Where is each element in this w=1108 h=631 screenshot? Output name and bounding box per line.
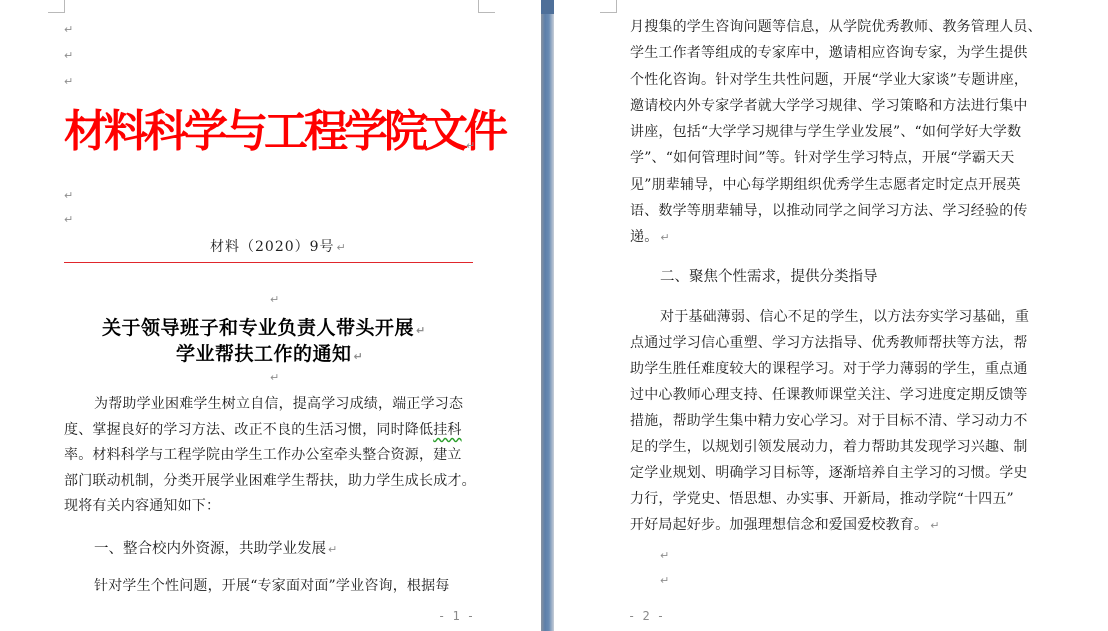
paragraph-mark bbox=[64, 214, 73, 226]
page-number: - 2 - bbox=[628, 609, 665, 623]
document-page-2[interactable] bbox=[554, 0, 1108, 631]
section-1-line: 学生工作者等组成的专家库中，邀请相应咨询专家，为学生提供 bbox=[630, 45, 1028, 61]
section-2-line: 点通过学习信心重塑、学习方法指导、优秀教师帮扶等方法，帮 bbox=[630, 335, 1028, 351]
intro-line: 部门联动机制，分类开展学业困难学生帮扶，助力学生成长成才。 bbox=[64, 473, 476, 489]
section-2-line: 开好局起好步。加强理想信念和爱国爱校教育。↵ bbox=[630, 516, 940, 534]
paragraph-mark bbox=[328, 543, 337, 556]
section-2-line: 定学业规划、明确学习目标等，逐渐培养自主学习的习惯。学史 bbox=[630, 465, 1028, 481]
section-1-line: 月搜集的学生咨询问题等信息，从学院优秀教师、教务管理人员、 bbox=[630, 19, 1042, 35]
section-2-line: 力行，学党史、悟思想、办实事、开新局，推动学院“十四五” bbox=[630, 491, 1014, 507]
section-2-line: 足的学生，以规划引领发展动力，着力帮助其发现学习兴趣、制 bbox=[630, 439, 1028, 455]
section-1-line: 语、数学等朋辈辅导，以推动同学之间学习方法、学习经验的传 bbox=[630, 203, 1028, 219]
paragraph-mark bbox=[64, 50, 73, 62]
paragraph-mark bbox=[660, 575, 669, 587]
intro-line: 度、掌握良好的学习方法、改正不良的生活习惯，同时降低挂科 bbox=[64, 422, 462, 438]
paragraph-mark bbox=[660, 550, 669, 562]
paragraph-mark bbox=[466, 140, 475, 152]
section-1-line: 个性化咨询。针对学生共性问题，开展“学业大家谈”专题讲座， bbox=[630, 72, 1029, 88]
section-2-heading: 二、聚焦个性需求，提供分类指导 bbox=[660, 269, 878, 285]
crop-mark-top-left bbox=[48, 0, 65, 13]
intro-line: 为帮助学业困难学生树立自信，提高学习成绩，端正学习态 bbox=[94, 396, 464, 412]
document-page-1[interactable] bbox=[0, 0, 541, 631]
spellcheck-flagged-word[interactable]: 挂科 bbox=[433, 422, 462, 438]
section-1-line: 针对学生个性问题，开展“专家面对面”学业咨询，根据每 bbox=[94, 578, 450, 594]
agency-red-title: 材料科学与工程学院文件 bbox=[64, 106, 504, 157]
paragraph-mark bbox=[337, 241, 347, 254]
paragraph-mark bbox=[270, 372, 279, 384]
crop-mark-top-right bbox=[478, 0, 495, 13]
red-separator-rule bbox=[64, 262, 473, 263]
notice-title-line-2: 学业帮扶工作的通知↵ bbox=[176, 339, 363, 366]
section-1-line: 学”、“如何管理时间”等。针对学生学习特点，开展“学霸天天 bbox=[630, 150, 1015, 166]
section-1-heading: 一、整合校内外资源，共助学业发展↵ bbox=[94, 540, 337, 558]
notice-title-line-1: 关于领导班子和专业负责人带头开展↵ bbox=[102, 313, 426, 340]
section-2-line: 措施，帮助学生集中精力安心学习。对于目标不清、学习动力不 bbox=[630, 413, 1028, 429]
intro-line: 率。材料科学与工程学院由学生工作办公室牵头整合资源，建立 bbox=[64, 447, 462, 463]
section-1-line: 邀请校内外专家学者就大学学习规律、学习策略和方法进行集中 bbox=[630, 98, 1028, 114]
paragraph-mark bbox=[416, 324, 426, 337]
crop-mark-top-left bbox=[600, 0, 617, 13]
paragraph-mark bbox=[354, 350, 364, 363]
paragraph-mark bbox=[64, 76, 73, 88]
paragraph-mark bbox=[660, 231, 669, 244]
intro-line: 现将有关内容通知如下： bbox=[64, 498, 221, 514]
paragraph-mark bbox=[270, 294, 279, 306]
section-1-line: 讲座，包括“大学学习规律与学生学业发展”、“如何学好大学数 bbox=[630, 124, 1022, 140]
page-number: - 1 - bbox=[438, 609, 475, 623]
section-1-line: 见”朋辈辅导，中心每学期组织优秀学生志愿者定时定点开展英 bbox=[630, 177, 1021, 193]
document-number: 材料（2020）9号↵ bbox=[210, 236, 347, 256]
paragraph-mark bbox=[930, 519, 939, 532]
page-gap-divider bbox=[541, 0, 554, 631]
section-2-line: 对于基础薄弱、信心不足的学生，以方法夯实学习基础，重 bbox=[660, 309, 1030, 325]
section-2-line: 助学生胜任难度较大的课程学习。对于学力薄弱的学生，重点通 bbox=[630, 361, 1028, 377]
paragraph-mark bbox=[64, 190, 73, 202]
paragraph-mark bbox=[64, 24, 73, 36]
section-1-line: 递。↵ bbox=[630, 228, 670, 246]
section-2-line: 过中心教师心理支持、任课教师课堂关注、学习进度定期反馈等 bbox=[630, 387, 1028, 403]
